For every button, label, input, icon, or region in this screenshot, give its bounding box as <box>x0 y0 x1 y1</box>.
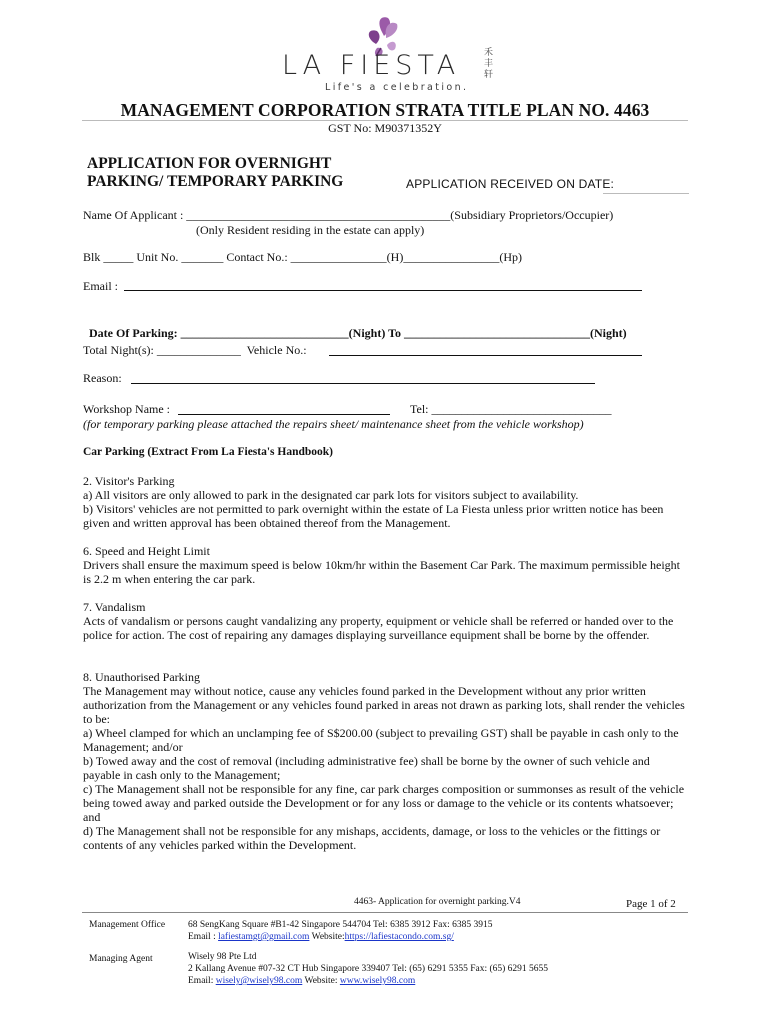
section-vandalism <box>83 600 689 642</box>
section-title: 8. Unauthorised Parking <box>83 670 200 684</box>
section-text: Acts of vandalism or persons caught vandalizing any property, equipment or vehicle shall be referred or handed over to the police for action. The cost of repairing any damages displaying surveillance equipment shall be borne by the offender. <box>83 614 674 642</box>
managing-agent-label: Managing Agent <box>89 954 153 964</box>
management-website-link[interactable]: https://lafiestacondo.com.sg/ <box>344 932 454 942</box>
section-unauthorised-parking <box>83 670 689 852</box>
workshop-name-field[interactable] <box>178 414 390 415</box>
logo-tagline: Life's a celebration. <box>325 82 469 93</box>
application-title <box>87 155 343 191</box>
logo-chinese-name: 禾丰轩 <box>484 48 494 80</box>
website-label: Website: <box>309 932 345 942</box>
managing-agent-contact <box>188 975 548 987</box>
reason-label: Reason: <box>83 371 125 385</box>
section-visitors-parking <box>83 474 689 530</box>
agent-email-link[interactable]: wisely@wisely98.com <box>215 976 303 986</box>
section-text: c) The Management shall not be responsible for any fine, car park charges composition or summonses as result of the vehicle being towed away and parked outside the Development or for any loss or damage to the vehicle or its contents whatsoever; and <box>83 782 685 824</box>
workshop-note: (for temporary parking please attached the repairs sheet/ maintenance sheet from the vehicle workshop) <box>83 417 584 431</box>
parking-date-range: ____________________________(Night) To _______________________________(Night) <box>177 326 627 340</box>
section-text: d) The Management shall not be responsible for any mishaps, accidents, damage, or loss to the vehicles or the fittings or contents of any vehicles parked within the Development. <box>83 824 661 852</box>
parking-date-label: Date Of Parking: <box>89 326 178 340</box>
application-received-label: APPLICATION RECEIVED ON DATE: <box>406 177 615 191</box>
gst-number: GST No: M90371352Y <box>328 121 442 135</box>
unit-contact-field[interactable]: Blk _____ Unit No. _______ Contact No.: ________________(H)________________(Hp) <box>83 250 522 264</box>
management-office-contact <box>188 931 492 943</box>
applicant-name-field[interactable]: Name Of Applicant : ____________________________________________(Subsidiary Proprietors/Occupier) <box>83 208 614 222</box>
nights-vehicle-label: Total Night(s): ______________ Vehicle No.: <box>83 343 310 357</box>
document-reference: 4463- Application for overnight parking.V4 <box>354 897 521 907</box>
section-text: b) Visitors' vehicles are not permitted to park overnight within the estate of La Fiesta unless prior written notice has been given and written approval has been obtained thereof from the Management. <box>83 502 664 530</box>
workshop-name-label: Workshop Name : <box>83 402 174 416</box>
section-text: a) All visitors are only allowed to park in the designated car park lots for visitors subject to availability. <box>83 488 579 502</box>
logo-name: LA FIESTA <box>282 50 461 81</box>
management-office-label: Management Office <box>89 920 166 930</box>
section-title: 7. Vandalism <box>83 600 146 614</box>
management-email-link[interactable]: lafiestamgt@gmail.com <box>218 932 310 942</box>
managing-agent-name: Wisely 98 Pte Ltd <box>188 952 257 962</box>
agent-website-link[interactable]: www.wisely98.com <box>339 976 416 986</box>
received-date-field[interactable] <box>603 193 689 194</box>
vehicle-number-field[interactable] <box>329 355 642 356</box>
managing-agent-address: 2 Kallang Avenue #07-32 CT Hub Singapore 339407 Tel: (65) 6291 5355 Fax: (65) 6291 5655 <box>188 964 549 974</box>
email-label: Email : <box>83 279 121 293</box>
website-label: Website: <box>302 976 340 986</box>
handbook-heading: Car Parking (Extract From La Fiesta's Handbook) <box>83 446 334 458</box>
managing-agent-info <box>188 951 548 987</box>
management-office-address: 68 SengKang Square #B1-42 Singapore 544704 Tel: 6385 3912 Fax: 6385 3915 <box>188 920 493 930</box>
parking-date-field[interactable] <box>83 311 627 341</box>
email-label: Email: <box>188 976 216 986</box>
section-title: 2. Visitor's Parking <box>83 474 175 488</box>
page-number: Page 1 of 2 <box>626 898 676 910</box>
section-text: Drivers shall ensure the maximum speed is below 10km/hr within the Basement Car Park. The maximum permissible height is 2.2 m when entering the car park. <box>83 558 680 586</box>
management-office-info <box>188 919 492 943</box>
email-label: Email : <box>188 932 219 942</box>
section-text: b) Towed away and the cost of removal (including administrative fee) shall be borne by the owner of such vehicle and payable in cash only to the Management; <box>83 754 650 782</box>
email-field[interactable] <box>124 290 642 291</box>
section-speed-height <box>83 544 689 586</box>
application-title-line-1: APPLICATION FOR OVERNIGHT <box>87 155 332 172</box>
section-text: a) Wheel clamped for which an unclamping fee of S$200.00 (subject to prevailing GST) shall be payable in cash only to the Management; and/or <box>83 726 679 754</box>
footer-divider <box>82 912 688 913</box>
workshop-tel-field[interactable]: Tel: ______________________________ <box>410 402 612 416</box>
reason-field[interactable] <box>131 383 595 384</box>
document-title: MANAGEMENT CORPORATION STRATA TITLE PLAN NO. 4463 <box>120 100 650 120</box>
section-text: The Management may without notice, cause any vehicles found parked in the Development without any prior written authorization from the Management or any vehicles found parked in areas not drawn as parking lots, shall render the vehicles to be: <box>83 684 685 726</box>
application-title-line-2: PARKING/ TEMPORARY PARKING <box>87 173 344 190</box>
section-title: 6. Speed and Height Limit <box>83 544 210 558</box>
applicant-note: (Only Resident residing in the estate can apply) <box>196 223 425 237</box>
